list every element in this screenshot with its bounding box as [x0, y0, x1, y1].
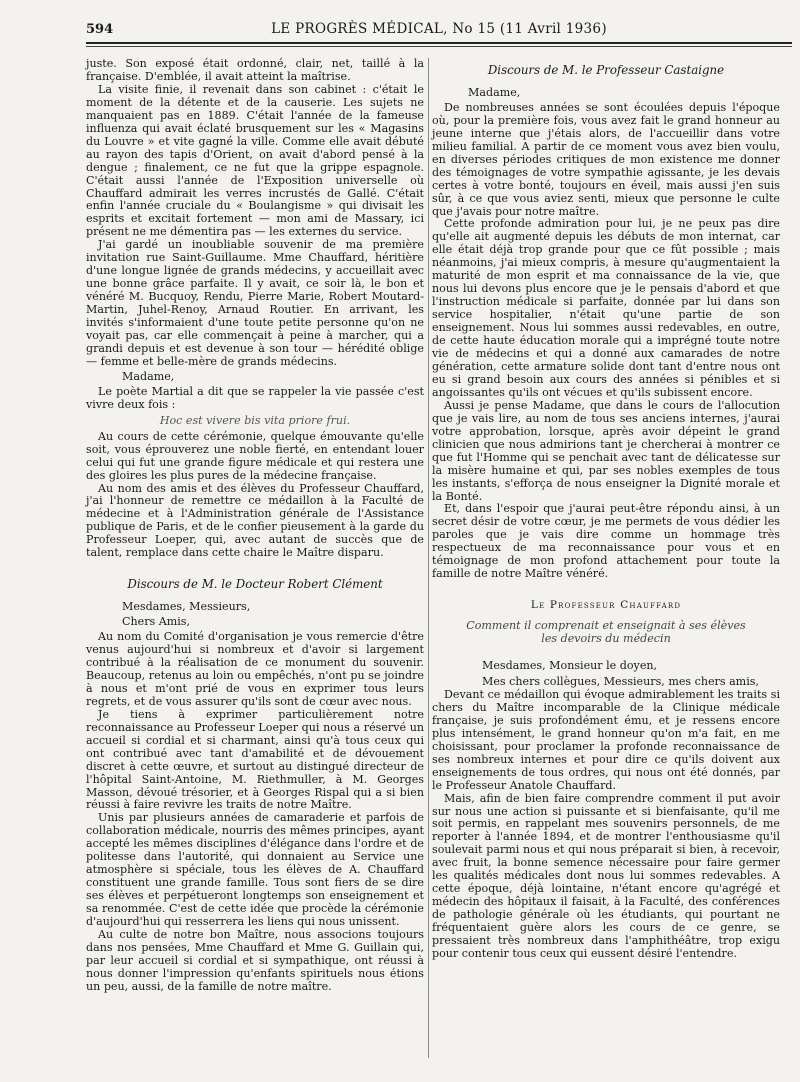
- section-subtitle: les devoirs du médecin: [541, 632, 671, 646]
- paragraph: Unis par plusieurs années de camaraderie et parfois de collaboration médicale, nourris des mêmes principes, ayant accepté les mêmes disciplines d'élégance dans l'ordre et de politesse dans l'autorité, qui donnaient au Service une atmosphère si spéciale, tous les élèves de A. Chauffard constituent une grande famille. Tous sont fiers de se dire ses élèves et perpétueront longtemps son enseignement et sa renommée. C'est de cette idée que procède la cérémonie d'aujourd'hui qui resserrera les liens qui nous unissent.: [86, 811, 424, 929]
- header-rule: [86, 42, 792, 44]
- salutation: Chers Amis,: [122, 615, 191, 629]
- paragraph: Le poète Martial a dit que se rappeler la vie passée c'est vivre deux fois :: [86, 384, 424, 411]
- paragraph: Devant ce médaillon qui évoque admirablement les traits si chers du Maître incomparable de la Clinique médicale française, je suis profondément ému, et je ressens encore plus intensément, le grand honneur qu'on m'a fait, en me choisissant, pour proclamer la profonde reconnaissance de ses nombreux internes et pour dire ce qu'ils doivent aux enseignements de tous ordres, qui nous ont été donnés, par le Professeur Anatole Chauffard.: [432, 687, 780, 792]
- paragraph: Et, dans l'espoir que j'aurai peut-être répondu ainsi, à un secret désir de votre cœur, je me permets de vous dédier les paroles que je vais dire comme un hommage très respectueux de ma reconnaissance pour vous et en témoignage de mon profond attachement pour toute la famille de notre Maître vénéré.: [432, 502, 780, 581]
- paragraph: Mais, afin de bien faire comprendre comment il put avoir sur nous une action si puissante et si bienfaisante, qu'il me soit permis, en rappelant mes souvenirs personnels, de me reporter à l'année 1894, et de montrer l'enthousiasme qu'il soulevait parmi nous et qui nous préparait si bien, à recevoir, avec fruit, la bonne semence nécessaire pour faire germer les qualités médicales dont nous lui sommes redevables. A cette époque, déjà lointaine, n'étant encore qu'agrégé et médecin des hôpitaux il faisait, à la Faculté, des conférences de pathologie générale où les étudiants, qui pourtant ne fréquentaient guère alors les cours de ce genre, se pressaient très nombreux dans l'amphithéâtre, trop exigu pour contenir tous ceux qui eussent désiré l'entendre.: [432, 791, 780, 960]
- page-number: 594: [86, 22, 114, 37]
- paragraph: juste. Son exposé était ordonné, clair, net, taillé à la française. D'emblée, il avait atteint la maîtrise.: [86, 57, 424, 83]
- paragraph: De nombreuses années se sont écoulées depuis l'époque où, pour la première fois, vous avez fait le grand honneur au jeune interne que j'étais alors, de l'accueillir dans votre milieu familial. A partir de ce moment vous avez bien voulu, en diverses périodes critiques de mon existence me donner des témoignages de votre sympathie agissante, je les devais certes à votre bonté, toujours en éveil, mais aussi j'en suis sûr, à ce que vous aviez senti, mieux que personne le culte que j'avais pour notre maître.: [432, 100, 780, 218]
- address: Mes chers collègues, Messieurs, mes chers amis,: [482, 674, 759, 688]
- paragraph: Au cours de cette cérémonie, quelque émouvante qu'elle soit, vous éprouverez une noble fierté, en entendant louer celui qui fut une grande figure médicale et qui restera une des gloires les plus pures de la médecine française.: [86, 429, 424, 482]
- spacer: [432, 646, 780, 656]
- paragraph: Cette profonde admiration pour lui, je ne peux pas dire qu'elle ait augmenté depuis les débuts de mon internat, car elle était déjà trop grande pour que ce fût possible ; mais néanmoins, j'ai mieux compris, à mesure qu'augmentaient la maturité de mon esprit et ma connaissance de la vie, que nous lui devons plus encore que je le pensais d'abord et que l'instruction médicale si parfaite, donnée par lui dans son service hospitalier, n'était qu'une partie de son enseignement. Nous lui sommes aussi redevables, en outre, de cette haute éducation morale qui a imprégné toute notre vie de médecins et qui a donné aux camarades de notre génération, cette armature solide dont tant d'entre nous ont eu si grand besoin aux cours des années si pénibles et si angoissantes qu'ils ont vécues et qu'ils subissent encore.: [432, 217, 780, 399]
- paragraph: J'ai gardé un inoubliable souvenir de ma première invitation rue Saint-Guillaume. Mme Chauffard, héritière d'une longue lignée de grands médecins, y accueillait avec une bonne grâce parfaite. Il y avait, ce soir là, le bon et vénéré M. Bucquoy, Rendu, Pierre Marie, Robert Moutard-Martin, Juhel-Renoy, Arnaud Routier. En arrivant, les invités s'informaient d'une toute petite personne qu'on ne voyait pas, car elle commençait à peine à marcher, qui a grandi depuis et est devenue à son tour — hérédité oblige — femme et belle-mère de grands médecins.: [86, 238, 424, 368]
- column-divider: [428, 58, 429, 1058]
- paragraph: Je tiens à exprimer particulièrement notre reconnaissance au Professeur Loeper qui nous a réservé un accueil si cordial et si charmant, ainsi qu'à tous ceux qui ont contribué avec tant d'amabilité et de dévouement discret à cette œuvre, et surtout au distingué directeur de l'hôpital Saint-Antoine, M. Riethmuller, à M. Georges Masson, dévoué trésorier, et à Georges Rispal qui a si bien réussi à faire revivre les traits de notre Maître.: [86, 707, 424, 812]
- salutation: Madame,: [468, 85, 521, 99]
- section-heading-clement: Discours de M. le Docteur Robert Clément: [127, 577, 383, 592]
- address: Mesdames, Monsieur le doyen,: [482, 659, 658, 673]
- running-title: LE PROGRÈS MÉDICAL, No 15 (11 Avril 1936): [271, 21, 607, 37]
- section-heading-castaigne: Discours de M. le Professeur Castaigne: [487, 63, 725, 77]
- paragraph: Au nom du Comité d'organisation je vous remercie d'être venus aujourd'hui si nombreux et d'avoir si largement contribué à la réalisation de ce monument du souvenir. Beaucoup, retenus au loin ou empêchés, n'ont pu se joindre à nous et m'ont prié de vous en exprimer tous leurs regrets, et de vous assurer qu'ils sont de cœur avec nous.: [86, 630, 424, 708]
- section-subtitle: Comment il comprenait et enseignait à ses élèves: [466, 619, 746, 633]
- salutation: Madame,: [122, 369, 175, 383]
- section-heading-chauffard: Le Professeur Chauffard: [530, 599, 682, 612]
- left-column: [86, 58, 424, 994]
- page-header: [86, 18, 792, 38]
- paragraph: La visite finie, il revenait dans son cabinet : c'était le moment de la détente et de la causerie. Les sujets ne manquaient pas en 1889. C'était l'année de la fameuse influenza qui avait éclaté brusquement sur les « Magasins du Louvre » et vite gagné la ville. Comme elle avait débuté au rayon des tapis d'Orient, on avait d'abord pensé à la dengue ; finalement, ce ne fut que la grippe espagnole. C'était aussi l'année de l'Exposition universelle où Chauffard admirait les verres incrustés de Gallé. C'était enfin l'année cruciale du « Boulangisme » qui divisait les esprits et excitait fortement — mon ami de Massary, ici présent ne me démentira pas — les externes du service.: [86, 82, 424, 239]
- paragraph: Aussi je pense Madame, que dans le cours de l'allocution que je vais lire, au nom de tous ses anciens internes, j'aurai votre approbation, lorsque, après avoir dépeint le grand clinicien que nous admirions tant je chercherai à montrer ce que fut l'Homme qui se penchait avec tant de délicatesse sur la misère humaine et qui, par ses nobles exemples de tous les instants, s'efforça de nous enseigner la Dignité morale et la Bonté.: [432, 398, 780, 503]
- paragraph: Au nom des amis et des élèves du Professeur Chauffard, j'ai l'honneur de remettre ce médaillon à la Faculté de médecine et à l'Administration générale de l'Assistance publique de Paris, et de le confier pieusement à la garde du Professeur Loeper, qui, avec autant de succès que de talent, remplace dans cette chaire le Maître disparu.: [86, 481, 424, 560]
- header-rule-thin: [86, 46, 792, 47]
- right-column: [432, 58, 780, 961]
- latin-quote: Hoc est vivere bis vita priore frui.: [159, 413, 351, 427]
- paragraph: Au culte de notre bon Maître, nous associons toujours dans nos pensées, Mme Chauffard et Mme G. Guillain qui, par leur accueil si cordial et si sympathique, ont réussi à nous donner l'impression qu'enfants spirituels nous étions un peu, aussi, de la famille de notre maître.: [86, 928, 424, 993]
- salutation: Mesdames, Messieurs,: [122, 600, 251, 614]
